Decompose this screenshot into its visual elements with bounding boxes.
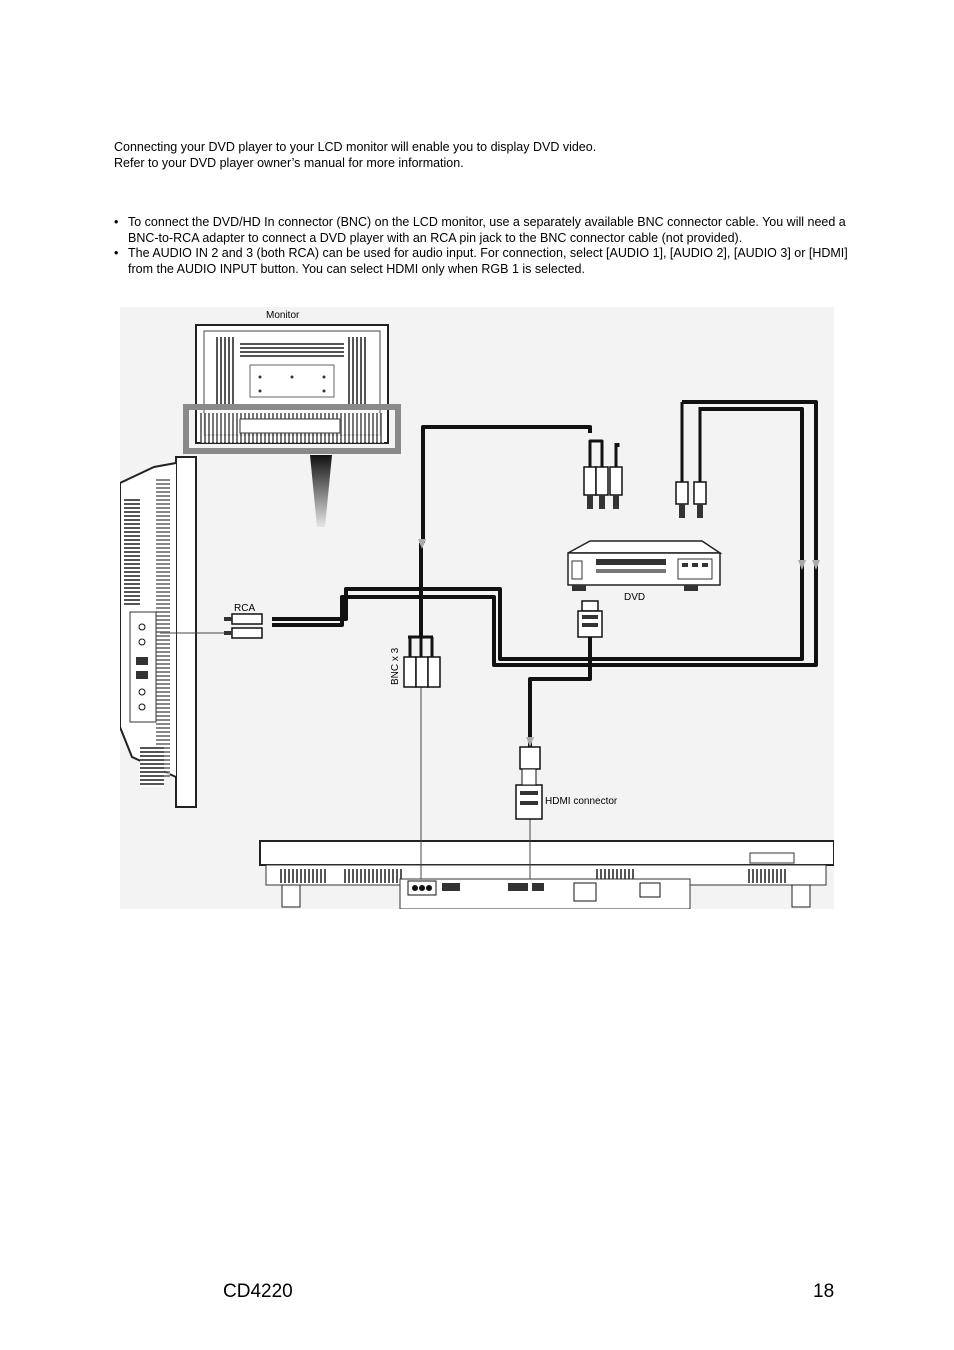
dvd-label: DVD: [624, 592, 646, 603]
connection-diagram: [120, 307, 834, 909]
footer-page-number: 18: [813, 1281, 835, 1302]
bullet-icon: •: [114, 215, 119, 229]
hdmi-plug-dvd: [578, 601, 602, 637]
rca-label: RCA: [234, 603, 256, 614]
notes-list: [114, 215, 849, 277]
note-item: [114, 246, 849, 277]
footer-model-name: CD4220: [223, 1281, 293, 1302]
intro-line-2: Refer to your DVD player owner’s manual for more information.: [114, 155, 464, 170]
note-item: [114, 215, 849, 246]
bullet-icon: •: [114, 246, 119, 260]
hdmi-connector-label: HDMI connector: [545, 796, 618, 807]
monitor-rear-view: [186, 310, 398, 451]
monitor-side-view: [120, 457, 196, 807]
bnc-label: BNC x 3: [390, 647, 401, 685]
monitor-label: Monitor: [266, 310, 300, 321]
intro-line-1: Connecting your DVD player to your LCD monitor will enable you to display DVD video.: [114, 140, 597, 154]
intro-text: [114, 140, 596, 171]
note-text: To connect the DVD/HD In connector (BNC) on the LCD monitor, use a separately available BNC connector cable. You will need a BNC-to-RCA adapter to connect a DVD player with an RCA pin jack to the BNC connector cable (not provided).: [128, 215, 846, 245]
note-text: The AUDIO IN 2 and 3 (both RCA) can be used for audio input. For connection, select [AUDIO 1], [AUDIO 2], [AUDIO 3] or [HDMI] from the AUDIO INPUT button. You can select HDMI only when RGB 1 is selected.: [128, 246, 848, 276]
